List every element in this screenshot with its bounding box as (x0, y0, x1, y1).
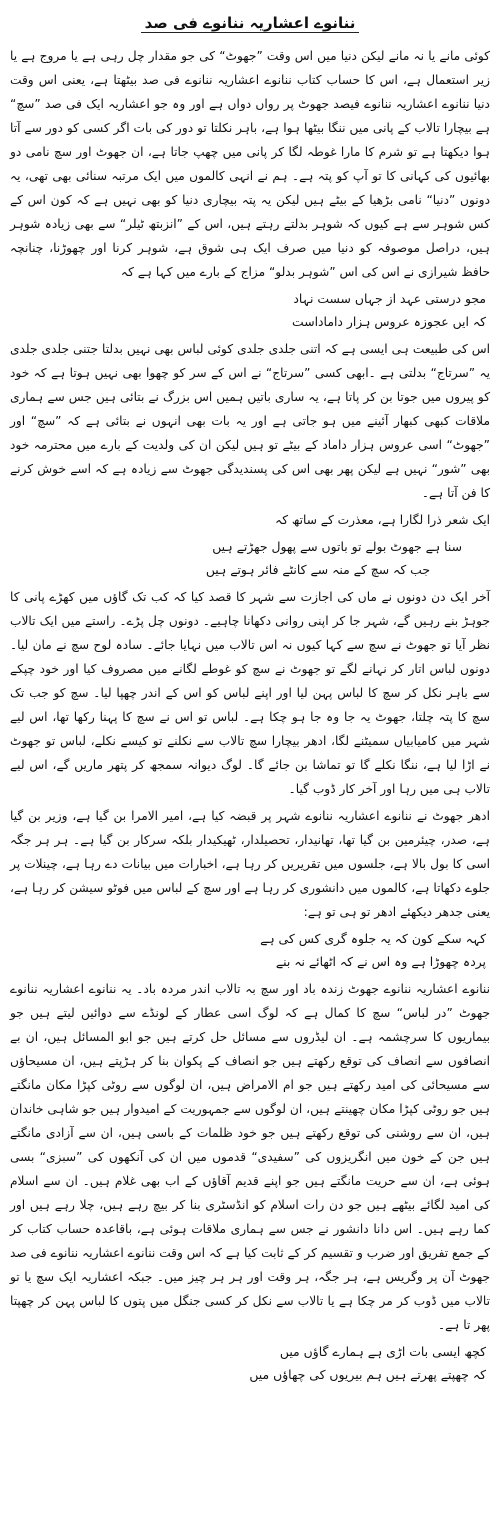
paragraph-3: ایک شعر ذرا لگارا ہے، معذرت کے ساتھ کہ (275, 513, 490, 527)
verse-3-line-2: پردہ چھوڑا ہے وہ اس نے کہ اٹھائے نہ بنے (275, 954, 486, 969)
verse-3-line-1: کہہ سکے کون کہ یہ جلوہ گری کس کی ہے (260, 931, 486, 946)
verse-1-line-2: کہ ایں عجوزہ عروس ہزار داماداست (292, 314, 486, 329)
article-title: ننانوے اعشاریہ ننانوے فی صد (10, 12, 490, 34)
verse-2-line-1: سنا ہے جھوٹ بولے تو باتوں سے پھول جھڑتے ہیں (212, 539, 462, 554)
verse-2-line-2: جب کہ سچ کے منہ سے کانٹے فائر ہوتے ہیں (205, 562, 430, 577)
verse-4-line-1: کچھ ایسی بات اڑی ہے ہمارے گاؤں میں (279, 1344, 486, 1359)
paragraph-6: ننانوے اعشاریہ ننانوے جھوٹ زندہ باد اور سچ بہ تالاب اندر مردہ باد۔ یہ ننانوے اعشاریہ ننانوے جھوٹ ”در لباس“ سچ کا کمال ہے کہ لوگ اسی عطار کے لونڈے سے دوائیں لیتے ہیں جو بیماریوں کا سرچشمہ ہے۔ ان لیڈروں سے مسائل حل کرتے ہیں جو ابو المسائل ہیں، ان بے انصافوں سے انصاف کی توقع رکھتے ہیں جو انصاف کے پکوان بنا کر ہڑپتے ہیں، ان مسیحاؤں سے مسیحائی کی امید رکھتے ہیں جو ام الامراض ہیں، ان لوگوں سے روٹی کپڑا مکان مانگتے ہیں جو روٹی کپڑا مکان چھینتے ہیں، ان لوگوں سے جمہوریت کے امیدوار ہیں جو شاہی خاندان ہیں، ان سے روشنی کی توقع رکھتے ہیں جو خود ظلمات کے باسی ہیں، ان سے آزادی مانگتے ہیں جن کے خون میں انگریزوں کی ”سفیدی“ قدموں میں ان کی آنکھوں کی ”سبزی“ بسی ہوئی ہے، ان سے حریت مانگتے ہیں جو اپنے قدیم آقاؤں کے اب بھی غلام ہیں۔ ان سے اسلام کی امید لگائے بیٹھے ہیں جو دن رات اسلام کو انڈسٹری بنا کر بیچ رہے ہیں، چلا رہے ہیں اور کما رہے ہیں۔ اس دانا دانشور نے جس سے ہماری ملاقات ہوئی ہے، باقاعدہ حساب کتاب کر کے جمع تفریق اور ضرب و تقسیم کر کے ثابت کیا ہے کہ اس وقت ننانوے اعشاریہ ننانوے فی صد جھوٹ آن پر وگریس ہے، ہر جگہ، ہر وقت اور ہر ہر چیز میں۔ جبکہ اعشاریہ ایک سچ یا تو تالاب میں ڈوب کر مر چکا ہے یا تالاب سے نکل کر کسی جنگل میں پتوں کا لباس پہن کر چھپتا پھر تا ہے۔ (10, 982, 490, 1332)
paragraph-1: کوئی مانے یا نہ مانے لیکن دنیا میں اس وقت ”جھوٹ“ کی جو مقدار چل رہی ہے یا مروج ہے یا زیر استعمال ہے، اس کا حساب کتاب ننانوے اعشاریہ ننانوے فی صد بیٹھتا ہے، یعنی اس وقت دنیا ننانوے اعشاریہ ننانوے فیصد جھوٹ پر رواں دواں ہے اور وہ جو اعشاریہ ایک فی صد ”سچ“ ہے بیچارا تالاب کے پانی میں ننگا بیٹھا ہوا ہے، باہر نکلتا تو دور کی بات اگر کسی کو دور سے آتا ہوا دیکھتا ہے تو شرم کا مارا غوطہ لگا کر پانی میں چھپ جاتا ہے، ان جھوٹ اور سچ نامی دو بھائیوں کی کہانی کا تو آپ کو پتہ ہے۔ ہم نے انہی کالموں میں ایک مرتبہ سنائی بھی تھی، یہ دونوں ”دنیا“ نامی بڑھیا کے بیٹے ہیں لیکن یہ پتہ بیچاری دنیا کو بھی نہیں ہے کہ کون اس کے کس شوہر سے ہے کیوں کہ شوہر بدلتے رہتے ہیں، اس کے ”انزبتھ ٹیلر“ سے بھی زیادہ شوہر ہیں، دراصل موصوفہ کو دنیا میں صرف ایک ہی شوق ہے، شوہر کرنا اور چھوڑنا، چنانچہ حافظ شیرازی نے اس کی اس ”شوہر بدلو“ مزاج کے بارے میں کہا ہے کہ (10, 49, 490, 279)
verse-1-line-1: مجو درستی عہد از جہاں سست نہاد (293, 291, 486, 306)
paragraph-2: اس کی طبیعت ہی ایسی ہے کہ اتنی جلدی جلدی کوئی لباس بھی نہیں بدلتا جتنی جلدی جلدی یہ ”سرتاج“ بدلتی ہے ۔ابھی کسی ”سرتاج“ نے اس کے سر کو چھوا بھی نہیں ہوتا ہے کہ خود کو پیروں میں جوتا بن کر پاتا ہے، یہ ساری باتیں ہمیں اس بزرگ نے بتائی ہیں جس سے ہماری ملاقات کبھی کبھار آئینے میں ہو جاتی ہے اور یہ بات بھی انہوں نے بتائی ہے کہ ”سچ“ اور ”جھوٹ“ اسی عروس ہزار داماد کے بیٹے تو ہیں لیکن ان کی ولدیت کے بارے میں محترمہ خود بھی ”شور“ نہیں ہے لیکن پھر بھی اس کی پسندیدگی جھوٹ سے زیادہ ہے کہ اسے خوش کرنے کا فن آتا ہے۔ (10, 342, 490, 500)
paragraph-5: ادھر جھوٹ نے ننانوے اعشاریہ ننانوے شہر پر قبضہ کیا ہے، امیر الامرا بن گیا ہے، وزیر بن گیا ہے، صدر، چیئرمین بن گیا تھا، تھانیدار، تحصیلدار، ٹھیکیدار بلکہ سرکار بن گیا ہے۔ ہر ہر جگہ اسی کا بول بالا ہے، جلسوں میں تقریریں کر رہا ہے، اخبارات میں بیانات دے رہا ہے، چینلات پر جلوے دکھاتا ہے، کالموں میں دانشوری کر رہا ہے اور سچ کے لباس میں فوٹو سیشن کر رہا ہے، یعنی جدھر دیکھئے ادھر تو ہی تو ہے: (10, 809, 490, 919)
verse-4-line-2: کہ چھپتے پھرتے ہیں ہم بیریوں کی چھاؤں میں (249, 1367, 486, 1382)
paragraph-4: آخر ایک دن دونوں نے ماں کی اجازت سے شہر کا قصد کیا کہ کب تک گاؤں میں کھڑے پانی کا جوہڑ بنے رہیں گے، شہر جا کر اپنی روانی دکھانا چاہیے۔ دونوں چل پڑے۔ راستے میں ایک تالاب نظر آیا تو جھوٹ نے سچ سے کہا کیوں نہ اس تالاب میں نہایا جائے۔ سادہ لوح سچ نے مان لیا۔ دونوں لباس اتار کر نہانے لگے تو جھوٹ نے سچ کو غوطے لگانے میں مصروف کیا اور خود چپکے سے باہر نکل کر سچ کا لباس پہن لیا اور اپنے لباس کو اس کے اندر چھپا لیا۔ سچ کو جب تک سچ کا پتہ چلتا، جھوٹ یہ جا وہ جا ہو چکا ہے۔ لباس تو اس نے سچ کا پہنا رکھا تھا، اس لیے شہر میں کامیابیاں سمیٹنے لگا، ادھر بیچارا سچ تالاب سے نکلنے تو کیسے نکلے، لباس تو جھوٹ نے اڑا لیا ہے، ننگا نکلے گا تو تماشا بن جائے گا۔ لوگ دیوانہ سمجھ کر پتھر ماریں گے، اس لیے تالاب ہی میں رہا اور آخر کار ڈوب گیا۔ (10, 590, 490, 796)
